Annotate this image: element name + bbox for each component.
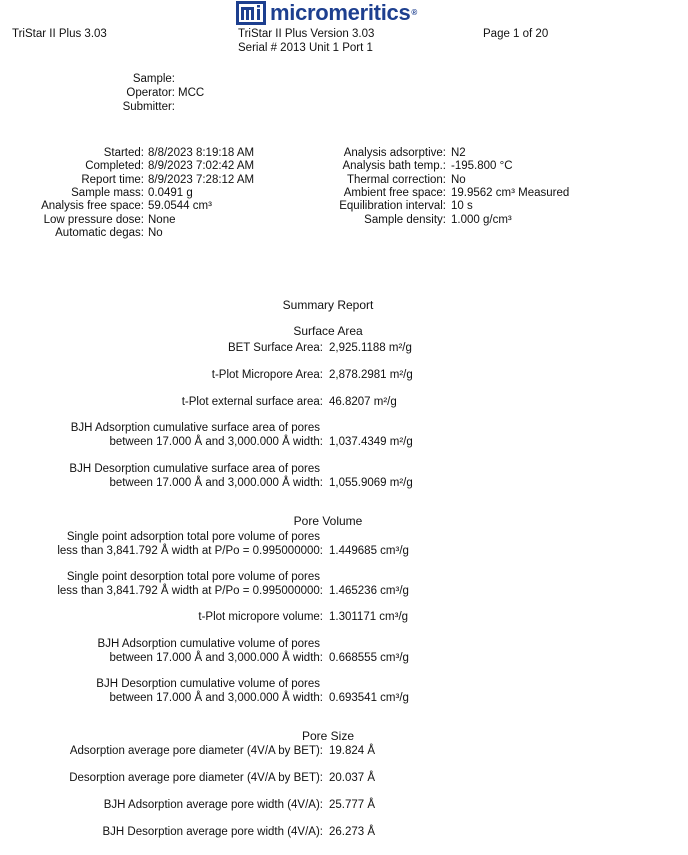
parameter-value: -195.800 °C bbox=[451, 160, 513, 173]
summary-label-line1: Single point desorption total pore volume of pores bbox=[66, 571, 320, 583]
summary-label: t-Plot Micropore Area: bbox=[211, 369, 323, 381]
summary-value: 1.301171 cm³/g bbox=[329, 611, 409, 623]
summary-value: 25.777 Å bbox=[329, 799, 376, 811]
summary-value: 46.8207 m²/g bbox=[329, 396, 397, 408]
summary-label: t-Plot micropore volume: bbox=[198, 611, 323, 623]
summary-label-line2: between 17.000 Å and 3,000.000 Å width: bbox=[109, 691, 323, 704]
parameter-value: No bbox=[148, 226, 163, 239]
summary-value: 26.273 Å bbox=[329, 826, 376, 838]
summary-label-line1: BJH Desorption cumulative surface area of pores bbox=[69, 463, 320, 475]
summary-label-line1: Single point adsorption total pore volume of pores bbox=[66, 531, 320, 543]
parameter-value: N2 bbox=[451, 147, 466, 159]
summary-label-line2: less than 3,841.792 Å width at P/Po = 0.995000000: bbox=[57, 584, 323, 597]
header-version: TriStar II Plus Version 3.03 bbox=[238, 28, 375, 40]
summary-value: 1.465236 cm³/g bbox=[329, 584, 409, 597]
parameter-label: Automatic degas: bbox=[55, 226, 144, 239]
summary-value: 2,925.1188 m²/g bbox=[329, 342, 412, 354]
micromeritics-logo bbox=[236, 0, 417, 26]
logo-text: micromeritics® bbox=[270, 0, 417, 25]
summary-value: 2,878.2981 m²/g bbox=[329, 369, 413, 381]
parameter-value: 8/9/2023 7:02:42 AM bbox=[148, 160, 255, 173]
summary-label-line1: BJH Adsorption cumulative volume of pores bbox=[97, 638, 320, 650]
summary-label-line2: less than 3,841.792 Å width at P/Po = 0.995000000: bbox=[57, 544, 323, 557]
header-left: TriStar II Plus 3.03 bbox=[12, 28, 107, 40]
header-page: Page 1 of 20 bbox=[483, 28, 549, 40]
parameter-label: Analysis adsorptive: bbox=[343, 147, 446, 159]
parameter-label: Low pressure dose: bbox=[43, 213, 144, 226]
parameter-label: Analysis bath temp.: bbox=[342, 160, 446, 173]
section-title-pore-volume: Pore Volume bbox=[293, 514, 363, 528]
parameter-value: None bbox=[148, 213, 176, 226]
summary-label: BET Surface Area: bbox=[227, 342, 323, 354]
parameter-label: Analysis free space: bbox=[41, 200, 144, 213]
parameter-label: Sample density: bbox=[364, 213, 446, 226]
summary-value: 1.449685 cm³/g bbox=[329, 544, 409, 557]
summary-label: BJH Desorption average pore width (4V/A): bbox=[102, 826, 323, 838]
parameter-value: 0.0491 g bbox=[148, 186, 193, 199]
sample-info-label: Operator: bbox=[126, 87, 175, 99]
summary-label-line2: between 17.000 Å and 3,000.000 Å width: bbox=[109, 435, 323, 448]
parameter-label: Completed: bbox=[85, 160, 144, 173]
summary-value: 0.668555 cm³/g bbox=[329, 651, 409, 664]
summary-label: t-Plot external surface area: bbox=[181, 396, 323, 408]
section-title-pore-size: Pore Size bbox=[301, 729, 355, 743]
section-title-surface-area: Surface Area bbox=[293, 324, 363, 338]
sample-info-label: Sample: bbox=[132, 73, 175, 85]
parameter-value: 8/9/2023 7:28:12 AM bbox=[148, 173, 255, 186]
summary-label: BJH Adsorption average pore width (4V/A): bbox=[103, 799, 323, 811]
summary-label: Adsorption average pore diameter (4V/A by BET): bbox=[69, 745, 323, 757]
parameter-value: 10 s bbox=[451, 200, 473, 213]
parameter-value: 19.9562 cm³ Measured bbox=[451, 186, 570, 199]
summary-value: 0.693541 cm³/g bbox=[329, 691, 409, 704]
summary-label-line1: BJH Desorption cumulative volume of pores bbox=[96, 678, 320, 690]
parameter-value: 8/8/2023 8:19:18 AM bbox=[148, 147, 255, 159]
summary-value: 20.037 Å bbox=[329, 772, 376, 784]
sample-info-label: Submitter: bbox=[122, 101, 175, 113]
summary-value: 1,055.9069 m²/g bbox=[329, 476, 413, 489]
parameter-value: 1.000 g/cm³ bbox=[451, 213, 512, 226]
summary-value: 1,037.4349 m²/g bbox=[329, 435, 413, 448]
parameter-label: Report time: bbox=[81, 173, 144, 186]
header-serial: Serial # 2013 Unit 1 Port 1 bbox=[238, 42, 373, 54]
summary-label-line1: BJH Adsorption cumulative surface area of pores bbox=[70, 422, 320, 434]
summary-label-line2: between 17.000 Å and 3,000.000 Å width: bbox=[109, 651, 323, 664]
sample-info-value: MCC bbox=[178, 87, 205, 99]
parameter-label: Thermal correction: bbox=[346, 173, 446, 186]
parameter-value: 59.0544 cm³ bbox=[148, 200, 212, 213]
parameter-label: Equilibration interval: bbox=[339, 200, 446, 213]
summary-label-line2: between 17.000 Å and 3,000.000 Å width: bbox=[109, 476, 323, 489]
mi-logo-icon bbox=[236, 1, 266, 25]
parameter-label: Sample mass: bbox=[71, 186, 144, 199]
parameter-label: Started: bbox=[103, 147, 144, 159]
summary-report-title: Summary Report bbox=[282, 298, 374, 312]
parameter-label: Ambient free space: bbox=[343, 186, 446, 199]
summary-label: Desorption average pore diameter (4V/A by BET): bbox=[69, 772, 323, 784]
summary-value: 19.824 Å bbox=[329, 745, 376, 757]
parameter-value: No bbox=[451, 173, 466, 186]
